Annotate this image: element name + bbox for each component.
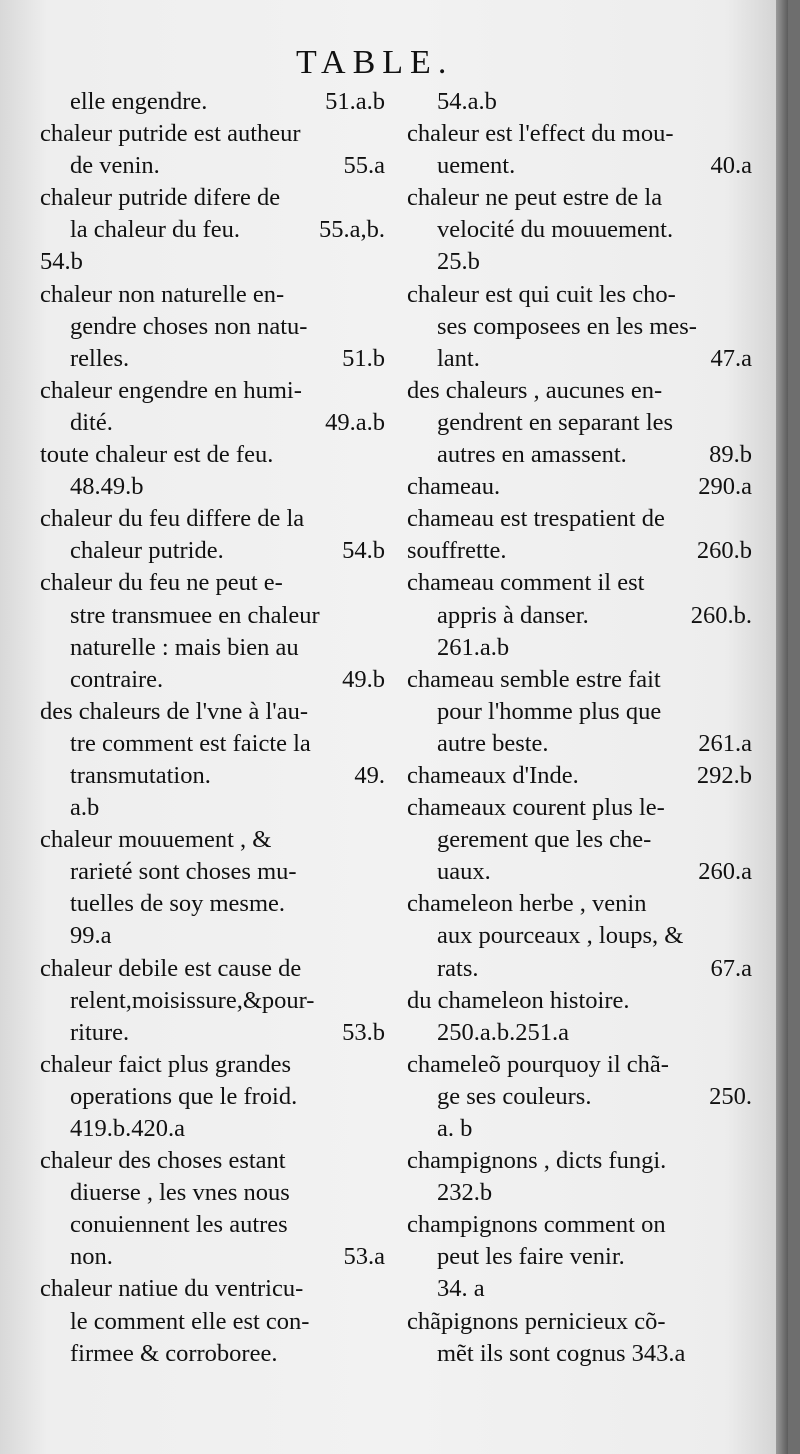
index-entry-line — [407, 1049, 752, 1081]
page-reference: 290.a — [698, 473, 752, 501]
entry-text: uaux. — [437, 858, 491, 886]
index-entry-line — [40, 182, 385, 214]
page-reference: 53.b — [342, 1018, 385, 1046]
entry-text: chaleur mouuement , & — [40, 826, 272, 854]
index-entry-line — [40, 1209, 385, 1241]
index-entry-line — [407, 696, 752, 728]
entry-text: transmutation. — [70, 761, 211, 789]
index-entry-line — [407, 1306, 752, 1338]
entry-text: ge ses couleurs. — [437, 1082, 592, 1110]
entry-text: chaleur putride difere de — [40, 184, 281, 212]
page-reference: 89.b — [709, 441, 752, 469]
entry-text: diuerse , les vnes nous — [70, 1179, 290, 1207]
index-entry-line — [40, 1273, 385, 1305]
page-reference: 292.b — [696, 761, 752, 789]
entry-text: a. b — [437, 1115, 473, 1142]
index-entry-line — [407, 856, 752, 888]
entry-text: uement. — [437, 152, 516, 180]
entry-text: de venin. — [70, 152, 160, 180]
entry-text: 48.49.b — [70, 473, 144, 501]
entry-text: 54.a.b — [437, 88, 497, 115]
page-reference: 47.a — [710, 344, 752, 372]
entry-text: gerement que les che- — [437, 826, 652, 854]
index-entry-line — [407, 1017, 752, 1049]
entry-text: chaleur est l'effect du mou- — [407, 120, 674, 148]
index-entry-line — [407, 920, 752, 952]
entry-text: operations que le froid. — [70, 1082, 298, 1110]
page-edge-shadow — [776, 0, 788, 1454]
index-entry-line — [40, 471, 385, 503]
index-entry-line — [40, 824, 385, 856]
page-reference: 67.a — [710, 954, 752, 982]
index-entry-line — [40, 407, 385, 439]
index-entry-line — [40, 503, 385, 535]
entry-text: gendre choses non natu- — [70, 312, 308, 340]
entry-text: chaleur engendre en humi- — [40, 376, 302, 404]
page-reference: 55.a,b. — [319, 216, 385, 244]
index-entry-line — [407, 1273, 752, 1305]
index-entry-line — [407, 86, 752, 118]
index-entry-line — [407, 214, 752, 246]
page-reference: 51.a.b — [325, 88, 385, 115]
entry-text: rats. — [437, 954, 479, 982]
index-entry-line — [407, 343, 752, 375]
index-entry-line — [40, 375, 385, 407]
entry-text: riture. — [70, 1018, 130, 1046]
index-entry-line — [407, 1113, 752, 1145]
entry-text: chameaux courent plus le- — [407, 794, 665, 822]
entry-text: contraire. — [70, 665, 164, 693]
entry-text: chaleur natiue du ventricu- — [40, 1275, 304, 1303]
index-entry-line — [40, 985, 385, 1017]
page-reference: 261.a — [698, 729, 752, 757]
index-entry-line — [407, 728, 752, 760]
index-entry-line — [40, 118, 385, 150]
index-entry-line — [40, 343, 385, 375]
index-entry-line — [40, 600, 385, 632]
index-entry-line — [407, 664, 752, 696]
index-entry-line — [40, 760, 385, 792]
entry-text: souffrette. — [407, 537, 507, 565]
index-entry-line — [407, 1241, 752, 1273]
index-entry-line — [40, 1241, 385, 1273]
index-entry-line — [40, 1049, 385, 1081]
entry-text: chameaux d'Inde. — [407, 761, 579, 789]
index-column-right — [407, 86, 752, 1370]
page-reference: 49.b — [342, 665, 385, 693]
index-entry-line — [40, 567, 385, 599]
entry-text: autres en amassent. — [437, 441, 627, 469]
entry-text: relles. — [70, 344, 130, 372]
entry-text: autre beste. — [437, 729, 549, 757]
index-entry-line — [40, 535, 385, 567]
index-entry-line — [40, 1081, 385, 1113]
index-entry-line — [40, 856, 385, 888]
page-reference: 40.a — [710, 152, 752, 180]
index-entry-line — [40, 632, 385, 664]
index-entry-line — [40, 311, 385, 343]
entry-text: le comment elle est con- — [70, 1307, 310, 1335]
index-entry-line — [407, 1209, 752, 1241]
entry-text: 34. a — [437, 1275, 485, 1303]
entry-text: chaleur putride. — [70, 537, 224, 565]
entry-text: appris à danser. — [437, 601, 589, 629]
index-entry-line — [407, 375, 752, 407]
index-entry-line — [407, 1081, 752, 1113]
page-reference: 53.a — [343, 1243, 385, 1271]
entry-text: conuiennent les autres — [70, 1211, 288, 1239]
index-entry-line — [407, 632, 752, 664]
entry-text: chameau semble estre fait — [407, 665, 661, 693]
index-entry-line — [407, 824, 752, 856]
index-entry-line — [407, 150, 752, 182]
entry-text: stre transmuee en chaleur — [70, 601, 320, 629]
index-entry-line — [40, 792, 385, 824]
entry-text: chaleur ne peut estre de la — [407, 184, 663, 212]
index-entry-line — [40, 86, 385, 118]
entry-text: chaleur non naturelle en- — [40, 280, 285, 308]
index-entry-line — [407, 985, 752, 1017]
index-entry-line — [407, 503, 752, 535]
entry-text: chãpignons pernicieux cõ- — [407, 1307, 666, 1335]
entry-text: tuelles de soy mesme. — [70, 890, 286, 918]
page-reference: 260.b. — [690, 601, 752, 629]
page-reference: 250. — [709, 1082, 752, 1110]
entry-text: champignons , dicts fungi. — [407, 1147, 667, 1175]
index-entry-line — [40, 1177, 385, 1209]
entry-text: 250.a.b.251.a — [437, 1018, 569, 1046]
entry-text: non. — [70, 1243, 113, 1271]
entry-text: du chameleon histoire. — [407, 986, 630, 1014]
index-entry-line — [407, 471, 752, 503]
entry-text: aux pourceaux , loups, & — [437, 922, 684, 950]
index-entry-line — [40, 888, 385, 920]
page-title: TABLE. — [296, 44, 454, 81]
entry-text: 232.b — [437, 1179, 493, 1207]
index-entry-line — [407, 888, 752, 920]
entry-text: lant. — [437, 344, 480, 372]
index-entry-line — [407, 600, 752, 632]
index-entry-line — [40, 953, 385, 985]
entry-text: mẽt ils sont cognus 343.a — [437, 1339, 686, 1367]
index-entry-line — [40, 246, 385, 278]
page-reference: 55.a — [343, 152, 385, 180]
index-entry-line — [40, 439, 385, 471]
entry-text: chameau comment il est — [407, 569, 645, 597]
index-entry-line — [407, 246, 752, 278]
entry-text: 261.a.b — [437, 633, 510, 661]
index-entry-line — [407, 792, 752, 824]
index-entry-line — [40, 1145, 385, 1177]
entry-text: a.b — [70, 794, 100, 822]
page-reference: 54.b — [342, 537, 385, 565]
entry-text: gendrent en separant les — [437, 408, 674, 436]
entry-text: pour l'homme plus que — [437, 697, 662, 725]
index-entry-line — [407, 760, 752, 792]
entry-text: peut les faire venir. — [437, 1243, 625, 1271]
index-entry-line — [40, 1017, 385, 1049]
entry-text: 99.a — [70, 922, 112, 950]
entry-text: dité. — [70, 408, 113, 436]
index-entry-line — [407, 439, 752, 471]
index-column-left — [40, 86, 385, 1370]
entry-text: velocité du mouuement. — [437, 216, 674, 244]
index-entry-line — [407, 953, 752, 985]
index-entry-line — [407, 535, 752, 567]
entry-text: chameau est trespatient de — [407, 505, 665, 533]
index-entry-line — [407, 407, 752, 439]
page-reference: 260.a — [698, 858, 752, 886]
page-reference: 49.a.b — [325, 408, 385, 436]
entry-text: chaleur est qui cuit les cho- — [407, 280, 676, 308]
index-entry-line — [407, 279, 752, 311]
entry-text: champignons comment on — [407, 1211, 666, 1239]
index-entry-line — [40, 279, 385, 311]
entry-text: chaleur du feu ne peut e- — [40, 569, 283, 597]
index-entry-line — [40, 664, 385, 696]
entry-text: rarieté sont choses mu- — [70, 858, 297, 886]
index-entry-line — [40, 728, 385, 760]
entry-text: ses composees en les mes- — [437, 312, 697, 340]
entry-text: chaleur du feu differe de la — [40, 505, 305, 533]
index-entry-line — [40, 696, 385, 728]
entry-text: firmee & corroboree. — [70, 1339, 278, 1367]
index-entry-line — [40, 1338, 385, 1370]
entry-text: 419.b.420.a — [70, 1115, 185, 1142]
index-entry-line — [40, 214, 385, 246]
index-entry-line — [407, 1338, 752, 1370]
entry-text: chaleur putride est autheur — [40, 120, 301, 148]
index-entry-line — [407, 118, 752, 150]
index-entry-line — [40, 150, 385, 182]
entry-text: chameau. — [407, 473, 501, 501]
entry-text: chameleõ pourquoy il chã- — [407, 1050, 669, 1078]
entry-text: naturelle : mais bien au — [70, 633, 299, 661]
index-entry-line — [407, 1145, 752, 1177]
entry-text: 54.b — [40, 248, 83, 276]
page-reference: 51.b — [342, 344, 385, 372]
entry-text: la chaleur du feu. — [70, 216, 241, 244]
index-entry-line — [407, 182, 752, 214]
entry-text: chameleon herbe , venin — [407, 890, 647, 918]
index-entry-line — [407, 567, 752, 599]
entry-text: 25.b — [437, 248, 480, 276]
entry-text: des chaleurs , aucunes en- — [407, 376, 663, 404]
entry-text: relent,moisissure,&pour- — [70, 986, 315, 1014]
page-reference: 260.b — [696, 537, 752, 565]
entry-text: chaleur des choses estant — [40, 1147, 286, 1175]
index-entry-line — [407, 311, 752, 343]
entry-text: tre comment est faicte la — [70, 729, 311, 757]
entry-text: toute chaleur est de feu. — [40, 441, 274, 469]
index-entry-line — [40, 1306, 385, 1338]
entry-text: chaleur debile est cause de — [40, 954, 302, 982]
entry-text: chaleur faict plus grandes — [40, 1050, 292, 1078]
index-entry-line — [407, 1177, 752, 1209]
entry-text: elle engendre. — [70, 88, 208, 115]
index-entry-line — [40, 920, 385, 952]
page-reference: 49. — [354, 761, 385, 789]
index-entry-line — [40, 1113, 385, 1145]
entry-text: des chaleurs de l'vne à l'au- — [40, 697, 309, 725]
